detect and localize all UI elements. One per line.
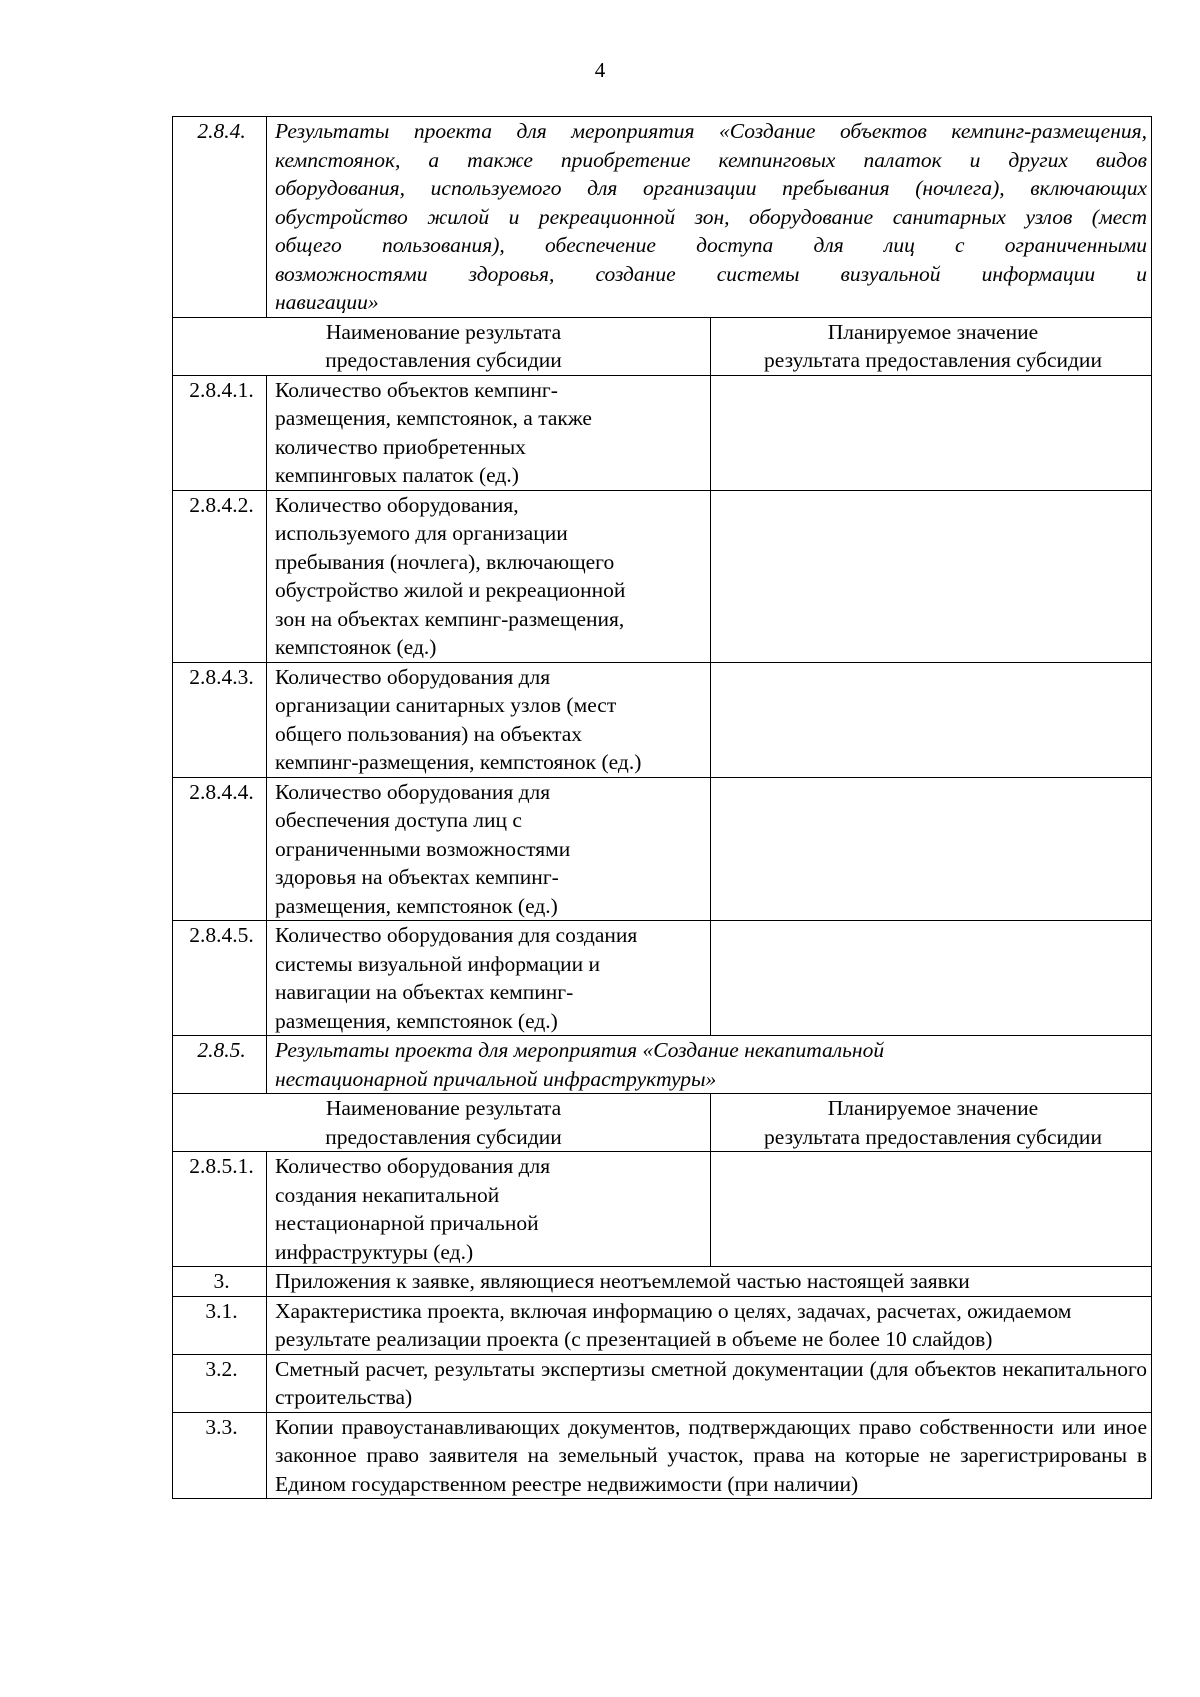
row-line: Количество оборудования для [275, 779, 551, 804]
row-name [267, 777, 711, 921]
row-line: организации санитарных узлов (мест [275, 693, 617, 717]
item-number: 3.3. [173, 1412, 267, 1499]
table-row [173, 375, 1152, 490]
section-title: Приложения к заявке, являющиеся неотъемлемой частью настоящей заявки [267, 1267, 1152, 1297]
title-line: обустройство жилой и рекреационной зон, оборудование санитарных узлов (мест [275, 204, 1147, 229]
table-row [173, 1152, 1152, 1267]
section-number: 3. [173, 1267, 267, 1297]
row-line: навигации на объектах кемпинг- [275, 980, 574, 1004]
section-2-8-4-header-row [173, 317, 1152, 375]
table-row [173, 662, 1152, 777]
header-line: Наименование результата [325, 1096, 562, 1120]
row-line: системы визуальной информации и [275, 951, 601, 976]
row-name [267, 921, 711, 1036]
section-2-8-5-header-row [173, 1094, 1152, 1152]
row-name [267, 490, 711, 662]
title-line: нестационарной причальной инфраструктуры» [275, 1066, 717, 1091]
row-line: инфраструктуры (ед.) [275, 1239, 474, 1264]
table-row [173, 490, 1152, 662]
title-line: Результаты проекта для мероприятия «Создание объектов кемпинг-размещения, [275, 119, 1147, 143]
row-line: количество приобретенных [275, 434, 526, 459]
row-name [267, 375, 711, 490]
title-line: кемпстоянок, а также приобретение кемпинговых палаток и других видов [275, 147, 1147, 172]
row-value-cell[interactable] [711, 921, 1152, 1036]
row-value-cell[interactable] [711, 662, 1152, 777]
row-line: Количество оборудования, [275, 492, 519, 517]
item-text: Сметный расчет, результаты экспертизы сметной документации (для объектов некапитального строительства) [267, 1354, 1152, 1412]
section-number: 2.8.5. [173, 1036, 267, 1094]
row-value-cell[interactable] [711, 375, 1152, 490]
title-line: навигации» [275, 290, 379, 314]
header-line: предоставления субсидии [325, 348, 562, 372]
section-2-8-4-title-row [173, 117, 1152, 318]
row-line: кемпстоянок (ед.) [275, 635, 437, 659]
row-line: общего пользования) на объектах [275, 721, 583, 746]
list-item [173, 1354, 1152, 1412]
row-number: 2.8.4.1. [173, 375, 267, 490]
section-title [267, 1036, 1152, 1094]
row-line: нестационарной причальной [275, 1211, 539, 1235]
section-title [267, 117, 1152, 318]
row-line: Количество оборудования для [275, 1154, 551, 1178]
row-line: зон на объектах кемпинг-размещения, [275, 606, 625, 631]
row-number: 2.8.5.1. [173, 1152, 267, 1267]
header-line: предоставления субсидии [325, 1124, 562, 1149]
column-header-name [173, 317, 711, 375]
row-line: размещения, кемпстоянок (ед.) [275, 893, 558, 918]
row-line: кемпинг-размещения, кемпстоянок (ед.) [275, 750, 642, 774]
row-number: 2.8.4.2. [173, 490, 267, 662]
item-text: Копии правоустанавливающих документов, подтверждающих право собственности или иное законное право заявителя на земельный участок, права на которые не зарегистрированы в Едином государственном реестре недвижимости (при наличии) [267, 1412, 1152, 1499]
list-item [173, 1296, 1152, 1354]
row-line: обустройство жилой и рекреационной [275, 578, 626, 602]
header-line: результата предоставления субсидии [764, 348, 1102, 372]
item-number: 3.2. [173, 1354, 267, 1412]
row-line: кемпинговых палаток (ед.) [275, 463, 519, 487]
column-header-value [711, 317, 1152, 375]
section-number: 2.8.4. [173, 117, 267, 318]
item-text: Характеристика проекта, включая информацию о целях, задачах, расчетах, ожидаемом результате реализации проекта (с презентацией в объеме не более 10 слайдов) [267, 1296, 1152, 1354]
row-value-cell[interactable] [711, 1152, 1152, 1267]
header-line: Наименование результата [325, 319, 562, 344]
row-line: создания некапитальной [275, 1182, 500, 1207]
row-line: Количество объектов кемпинг- [275, 377, 558, 402]
row-number: 2.8.4.4. [173, 777, 267, 921]
title-line: оборудования, используемого для организации пребывания (ночлега), включающих [275, 176, 1147, 200]
title-line: возможностями здоровья, создание системы визуальной информации и [275, 261, 1147, 286]
section-2-8-5-title-row [173, 1036, 1152, 1094]
row-line: Количество оборудования для создания [275, 923, 638, 947]
page-number: 4 [594, 58, 606, 82]
row-line: размещения, кемпстоянок (ед.) [275, 1008, 558, 1033]
table-row [173, 921, 1152, 1036]
row-value-cell[interactable] [711, 777, 1152, 921]
row-line: используемого для организации [275, 521, 568, 545]
section-3-title-row [173, 1267, 1152, 1297]
row-line: ограниченными возможностями [275, 836, 571, 861]
list-item [173, 1412, 1152, 1499]
row-name [267, 1152, 711, 1267]
item-number: 3.1. [173, 1296, 267, 1354]
row-line: обеспечения доступа лиц с [275, 808, 522, 832]
row-line: размещения, кемпстоянок, а также [275, 406, 592, 430]
header-line: Планируемое значение [827, 319, 1039, 344]
title-line: Результаты проекта для мероприятия «Создание некапитальной [275, 1038, 885, 1062]
row-number: 2.8.4.3. [173, 662, 267, 777]
column-header-value [711, 1094, 1152, 1152]
header-line: результата предоставления субсидии [764, 1124, 1102, 1149]
row-name [267, 662, 711, 777]
row-line: Количество оборудования для [275, 664, 551, 689]
header-line: Планируемое значение [827, 1096, 1039, 1120]
title-line: общего пользования), обеспечение доступа для лиц с ограниченными [275, 233, 1147, 257]
table-row [173, 777, 1152, 921]
row-line: здоровья на объектах кемпинг- [275, 865, 559, 889]
application-form-table [172, 116, 1152, 1499]
column-header-name [173, 1094, 711, 1152]
row-value-cell[interactable] [711, 490, 1152, 662]
row-number: 2.8.4.5. [173, 921, 267, 1036]
row-line: пребывания (ночлега), включающего [275, 549, 615, 574]
